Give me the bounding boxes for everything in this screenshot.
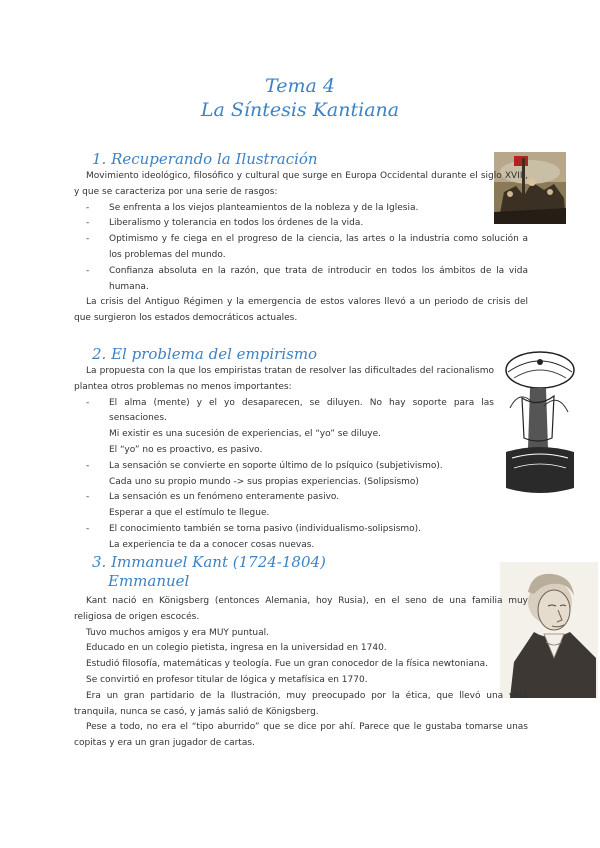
list-item bbox=[74, 459, 494, 475]
paragraph: Tuvo muchos amigos y era MUY puntual. bbox=[86, 627, 270, 638]
list-item bbox=[74, 264, 528, 296]
bullet-dash: - bbox=[86, 492, 90, 503]
engraving-tree-image bbox=[500, 348, 578, 498]
section-3-heading: 3. Immanuel Kant (1724-1804) bbox=[92, 553, 326, 571]
section-1-body bbox=[74, 169, 528, 327]
list-item bbox=[74, 201, 528, 217]
list-item bbox=[74, 396, 494, 428]
section-1-closing: La crisis del Antiguo Régimen y la emergencia de estos valores llevó a un periodo de crisis del que surgieron los estados democráticos actuales. bbox=[74, 297, 528, 324]
page-title bbox=[0, 74, 600, 122]
bullet-text: Confianza absoluta en la razón, que trata de introducir en todos los ámbitos de la vida humana. bbox=[109, 265, 528, 292]
bullet-dash: - bbox=[86, 265, 90, 276]
list-item bbox=[74, 490, 494, 506]
title-line-1: Tema 4 bbox=[265, 75, 335, 97]
bullet-dash: - bbox=[86, 234, 90, 245]
section-2-bullet-list-3 bbox=[74, 490, 494, 506]
section-2-bullet-list bbox=[74, 396, 494, 428]
paragraph: Se convirtió en profesor titular de lógica y metafísica en 1770. bbox=[86, 674, 368, 685]
section-1-heading: 1. Recuperando la Ilustración bbox=[92, 150, 318, 168]
paragraph: Pese a todo, no era el “tipo aburrido” que se dice por ahí. Parece que le gustaba tomarse unas copitas y era un gran jugador de cartas. bbox=[74, 722, 528, 749]
paragraph: Era un gran partidario de la Ilustración, muy preocupado por la ética, que llevó una vida tranquila, nunca se casó, y jamás salió de Königsberg. bbox=[74, 690, 528, 717]
bullet-text: El alma (mente) y el yo desaparecen, se diluyen. No hay soporte para las sensaciones. bbox=[109, 397, 494, 424]
sub-line: Cada uno su propio mundo -> sus propias experiencias. (Solipsismo) bbox=[109, 476, 419, 487]
bullet-text: La sensación es un fenómeno enteramente pasivo. bbox=[109, 492, 340, 503]
paragraph: Educado en un colegio pietista, ingresa en la universidad en 1740. bbox=[86, 643, 387, 654]
bullet-text: Optimismo y fe ciega en el progreso de la ciencia, las artes o la industria como solución a los problemas del mundo. bbox=[109, 234, 528, 260]
bullet-dash: - bbox=[86, 397, 90, 408]
sub-line: La experiencia te da a conocer cosas nuevas. bbox=[109, 539, 315, 550]
section-2-heading: 2. El problema del empirismo bbox=[92, 345, 318, 363]
paragraph: Estudió filosofía, matemáticas y teología. Fue un gran conocedor de la física newtoniana. bbox=[86, 659, 488, 670]
bullet-dash: - bbox=[86, 218, 90, 229]
section-2-bullet-list-4 bbox=[74, 522, 494, 538]
title-line-2: La Síntesis Kantiana bbox=[200, 99, 400, 121]
section-1-intro: Movimiento ideológico, filosófico y cultural que surge en Europa Occidental durante el siglo XVIII, y que se caracteriza por una serie de rasgos: bbox=[74, 171, 528, 197]
section-2-intro: La propuesta con la que los empiristas tratan de resolver las dificultades del racionalismo plantea otros problemas no menos importantes: bbox=[74, 366, 494, 392]
sub-line: Mi existir es una sucesión de experiencias, el “yo” se diluye. bbox=[109, 429, 382, 440]
list-item bbox=[74, 522, 494, 538]
section-2-bullet-list-2 bbox=[74, 459, 494, 475]
bullet-text: El conocimiento también se torna pasivo (individualismo-solipsismo). bbox=[109, 523, 422, 534]
list-item bbox=[74, 216, 528, 232]
section-3-body bbox=[74, 594, 528, 752]
section-3-subheading: Emmanuel bbox=[108, 572, 190, 590]
bullet-text: La sensación se convierte en soporte último de lo psíquico (subjetivismo). bbox=[109, 460, 443, 471]
bullet-dash: - bbox=[86, 202, 90, 213]
bullet-text: Se enfrenta a los viejos planteamientos de la nobleza y de la Iglesia. bbox=[109, 202, 419, 213]
bullet-dash: - bbox=[86, 460, 90, 471]
bullet-dash: - bbox=[86, 523, 90, 534]
list-item bbox=[74, 232, 528, 264]
paragraph: Kant nació en Königsberg (entonces Alemania, hoy Rusia), en el seno de una familia muy religiosa de origen escocés. bbox=[74, 596, 528, 622]
section-2-body bbox=[74, 364, 494, 554]
sub-line: Esperar a que el estímulo te llegue. bbox=[109, 508, 270, 519]
sub-line: El “yo” no es proactivo, es pasivo. bbox=[109, 444, 263, 455]
bullet-text: Liberalismo y tolerancia en todos los órdenes de la vida. bbox=[109, 218, 364, 229]
section-1-bullet-list bbox=[74, 201, 528, 296]
